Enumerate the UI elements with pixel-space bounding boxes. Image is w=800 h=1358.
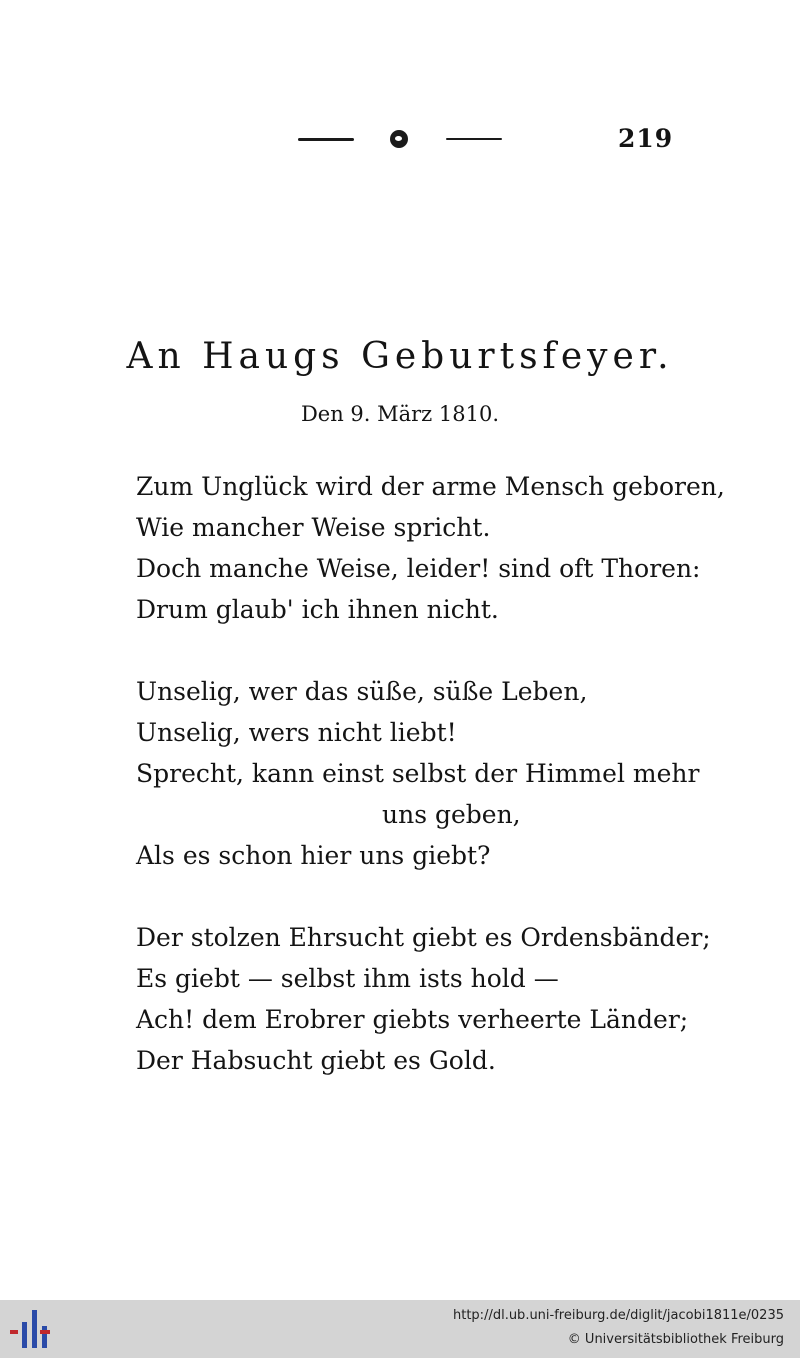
verse-line: Der stolzen Ehrsucht giebt es Ordensbänder;	[136, 923, 711, 952]
stanza-3	[136, 917, 711, 1081]
verse-line: Zum Unglück wird der arme Mensch geboren,	[136, 472, 725, 501]
source-url-link[interactable]: http://dl.ub.uni-freiburg.de/diglit/jacobi1811e/0235	[453, 1308, 784, 1323]
verse-line: Sprecht, kann einst selbst der Himmel mehr	[136, 759, 700, 788]
page-number: 219	[618, 124, 674, 153]
stanza-2	[136, 671, 700, 876]
poem-date: Den 9. März 1810.	[300, 402, 500, 426]
verse-line: Ach! dem Erobrer giebts verheerte Länder;	[136, 1005, 689, 1034]
verse-line-continuation: uns geben,	[382, 800, 521, 829]
verse-line: Doch manche Weise, leider! sind oft Thoren:	[136, 554, 701, 583]
ornament-rule-right	[446, 138, 502, 140]
verse-line: Es giebt — selbst ihm ists hold —	[136, 964, 559, 993]
poem-title: An Haugs Geburtsfeyer.	[126, 336, 674, 377]
library-logo-icon	[10, 1310, 52, 1348]
verse-line: Unselig, wers nicht liebt!	[136, 718, 457, 747]
verse-line: Der Habsucht giebt es Gold.	[136, 1046, 496, 1075]
stanza-1	[136, 466, 725, 630]
header-ornament	[298, 128, 508, 152]
verse-line: Unselig, wer das süße, süße Leben,	[136, 677, 588, 706]
copyright-notice: © Universitätsbibliothek Freiburg	[567, 1332, 784, 1347]
poem-body	[136, 466, 725, 1081]
verse-line: Drum glaub' ich ihnen nicht.	[136, 595, 499, 624]
verse-line: Als es schon hier uns giebt?	[136, 841, 491, 870]
ornament-dot-icon	[390, 130, 408, 148]
verse-line: Wie mancher Weise spricht.	[136, 513, 491, 542]
ornament-rule-left	[298, 138, 354, 141]
viewer-footer	[0, 1300, 800, 1358]
